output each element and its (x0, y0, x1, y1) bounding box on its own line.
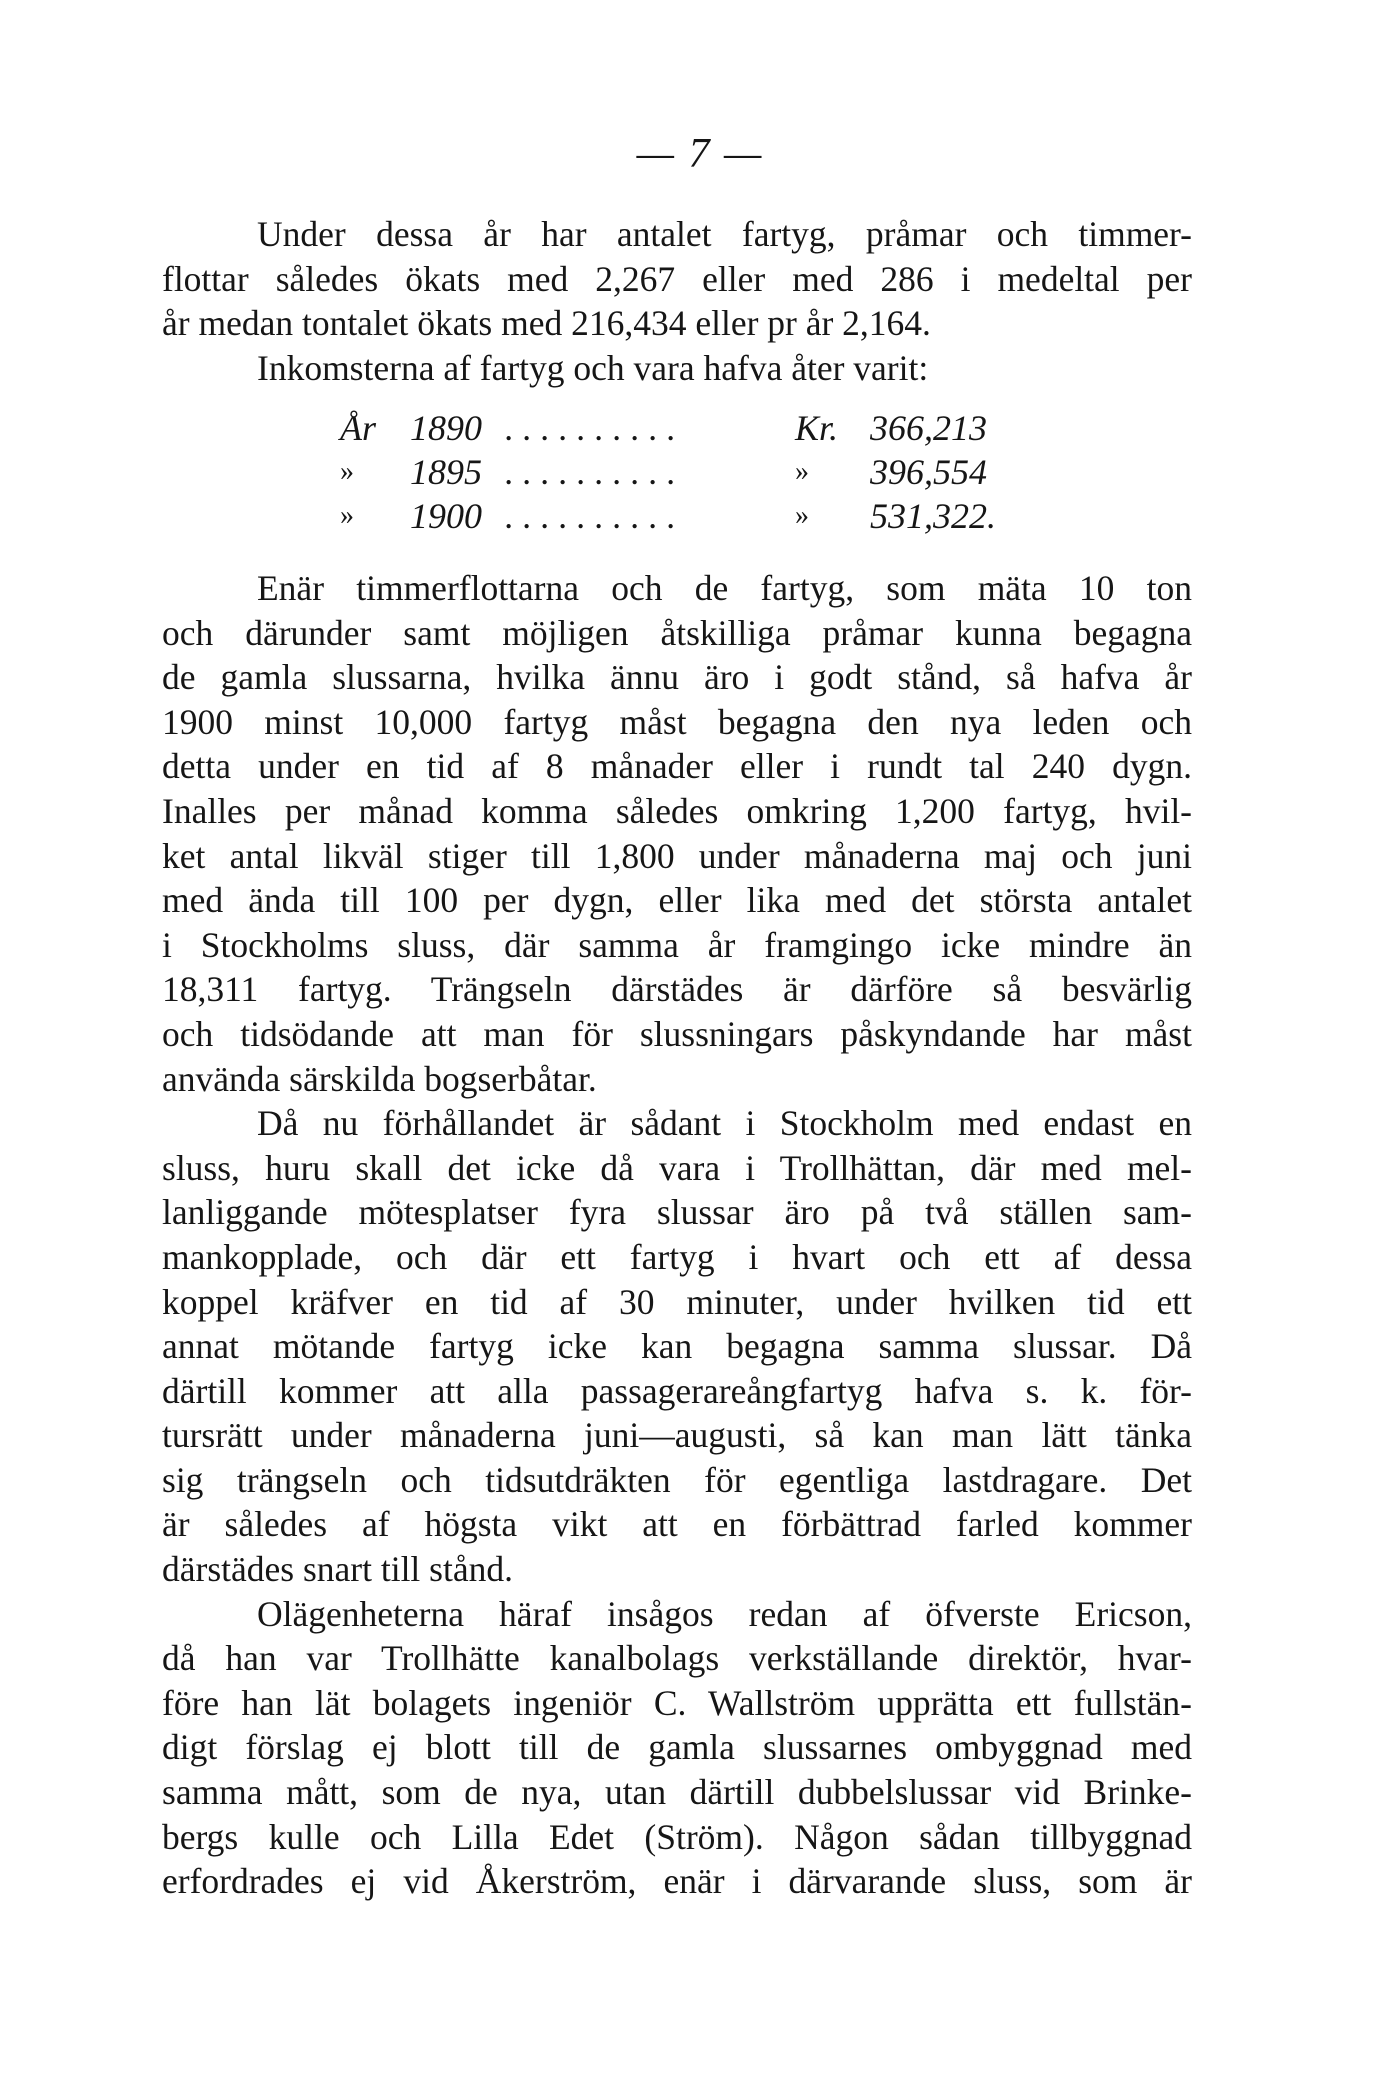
paragraph-4-line-5: samma mått, som de nya, utan därtill dubbelslussar vid Brinke- (162, 1772, 1192, 1813)
paragraph-3-line-11: därstädes snart till stånd. (162, 1549, 513, 1590)
paragraph-3-line-9: sig trängseln och tidsutdräkten för egentliga lastdragare. Det (162, 1459, 1192, 1500)
paragraph-1-line-2: flottar således ökats med 2,267 eller med 286 i medeltal per (162, 258, 1192, 299)
income-currency: » (795, 456, 809, 487)
income-table (340, 406, 1040, 538)
leader-dots: .......... (505, 452, 685, 492)
paragraph-3-line-8: tursrätt under månaderna juni—augusti, så kan man lätt tänka (162, 1415, 1192, 1456)
paragraph-2-line-1: Enär timmerflottarna och de fartyg, som mäta 10 ton (257, 568, 1192, 608)
paragraph-2-line-3: de gamla slussarna, hvilka ännu äro i godt stånd, så hafva år (162, 657, 1192, 698)
paragraph-1-line-1: Under dessa år har antalet fartyg, pråmar och timmer- (257, 214, 1192, 254)
paragraph-2-line-6: Inalles per månad komma således omkring 1,200 fartyg, hvil- (162, 790, 1192, 831)
paragraph-3-line-3: lanliggande mötesplatser fyra slussar äro på två ställen sam- (162, 1192, 1192, 1233)
paragraph-2-line-5: detta under en tid af 8 månader eller i rundt tal 240 dygn. (162, 746, 1192, 787)
paragraph-4-line-6: bergs kulle och Lilla Edet (Ström). Någon sådan tillbyggnad (162, 1816, 1192, 1857)
paragraph-3-line-2: sluss, huru skall det icke då vara i Trollhättan, där med mel- (162, 1147, 1192, 1188)
paragraph-3-line-1: Då nu förhållandet är sådant i Stockholm med endast en (257, 1103, 1192, 1144)
paragraph-1-line-3: år medan tontalet ökats med 216,434 eller pr år 2,164. (162, 303, 931, 344)
paragraph-1 (162, 212, 1192, 390)
paragraph-3 (162, 1101, 1192, 1592)
income-currency: Kr. (795, 408, 839, 448)
body-text (162, 566, 1192, 1904)
income-amount: 396,554 (870, 452, 987, 492)
paragraph-2-line-4: 1900 minst 10,000 fartyg måst begagna den nya leden och (162, 701, 1192, 742)
paragraph-3-line-6: annat mötande fartyg icke kan begagna samma slussar. Då (162, 1326, 1192, 1367)
income-row-1890 (340, 406, 1040, 450)
leader-dots: .......... (505, 408, 685, 448)
income-year: 1895 (410, 452, 482, 492)
paragraph-2-line-11: och tidsödande att man för slussningars påskyndande har måst (162, 1013, 1192, 1054)
income-row-1900 (340, 494, 1040, 538)
income-amount: 366,213 (870, 408, 987, 448)
income-row-1895 (340, 450, 1040, 494)
income-year: 1900 (410, 496, 482, 536)
paragraph-3-line-5: koppel kräfver en tid af 30 minuter, under hvilken tid ett (162, 1281, 1192, 1322)
income-year-prefix: År (340, 408, 376, 448)
paragraph-3-line-7: därtill kommer att alla passagerareångfartyg hafva s. k. för- (162, 1370, 1192, 1411)
paragraph-4-line-7: erfordrades ej vid Åkerström, enär i därvarande sluss, som är (162, 1861, 1192, 1902)
paragraph-3-line-10: är således af högsta vikt att en förbättrad farled kommer (162, 1504, 1192, 1545)
paragraph-2-line-12: använda särskilda bogserbåtar. (162, 1058, 597, 1099)
paragraph-3-line-4: mankopplade, och där ett fartyg i hvart och ett af dessa (162, 1236, 1192, 1277)
paragraph-2-line-7: ket antal likväl stiger till 1,800 under månaderna maj och juni (162, 835, 1192, 876)
paragraph-2-line-9: i Stockholms sluss, där samma år framgingo icke mindre än (162, 924, 1192, 965)
paragraph-4-line-4: digt förslag ej blott till de gamla slussarnes ombyggnad med (162, 1727, 1192, 1768)
paragraph-2-line-8: med ända till 100 per dygn, eller lika med det största antalet (162, 880, 1192, 921)
leader-dots: .......... (505, 496, 685, 536)
paragraph-1-line-4: Inkomsterna af fartyg och vara hafva åter varit: (257, 347, 929, 388)
paragraph-2-line-2: och därunder samt möjligen åtskilliga pråmar kunna begagna (162, 612, 1192, 653)
paragraph-2-line-10: 18,311 fartyg. Trängseln därstädes är därföre så besvärlig (162, 969, 1192, 1010)
paragraph-4-line-2: då han var Trollhätte kanalbolags verkställande direktör, hvar- (162, 1638, 1192, 1679)
income-year-prefix: » (340, 456, 354, 487)
income-amount: 531,322. (870, 496, 996, 536)
page-number: — 7 — (636, 131, 764, 177)
paragraph-4-line-3: före han lät bolagets ingeniör C. Wallström upprätta ett fullstän- (162, 1682, 1192, 1723)
income-currency: » (795, 500, 809, 531)
income-year: 1890 (410, 408, 482, 448)
income-year-prefix: » (340, 500, 354, 531)
paragraph-4 (162, 1592, 1192, 1904)
paragraph-4-line-1: Olägenheterna häraf insågos redan af öfverste Ericson, (257, 1593, 1192, 1634)
paragraph-2 (162, 566, 1192, 1101)
